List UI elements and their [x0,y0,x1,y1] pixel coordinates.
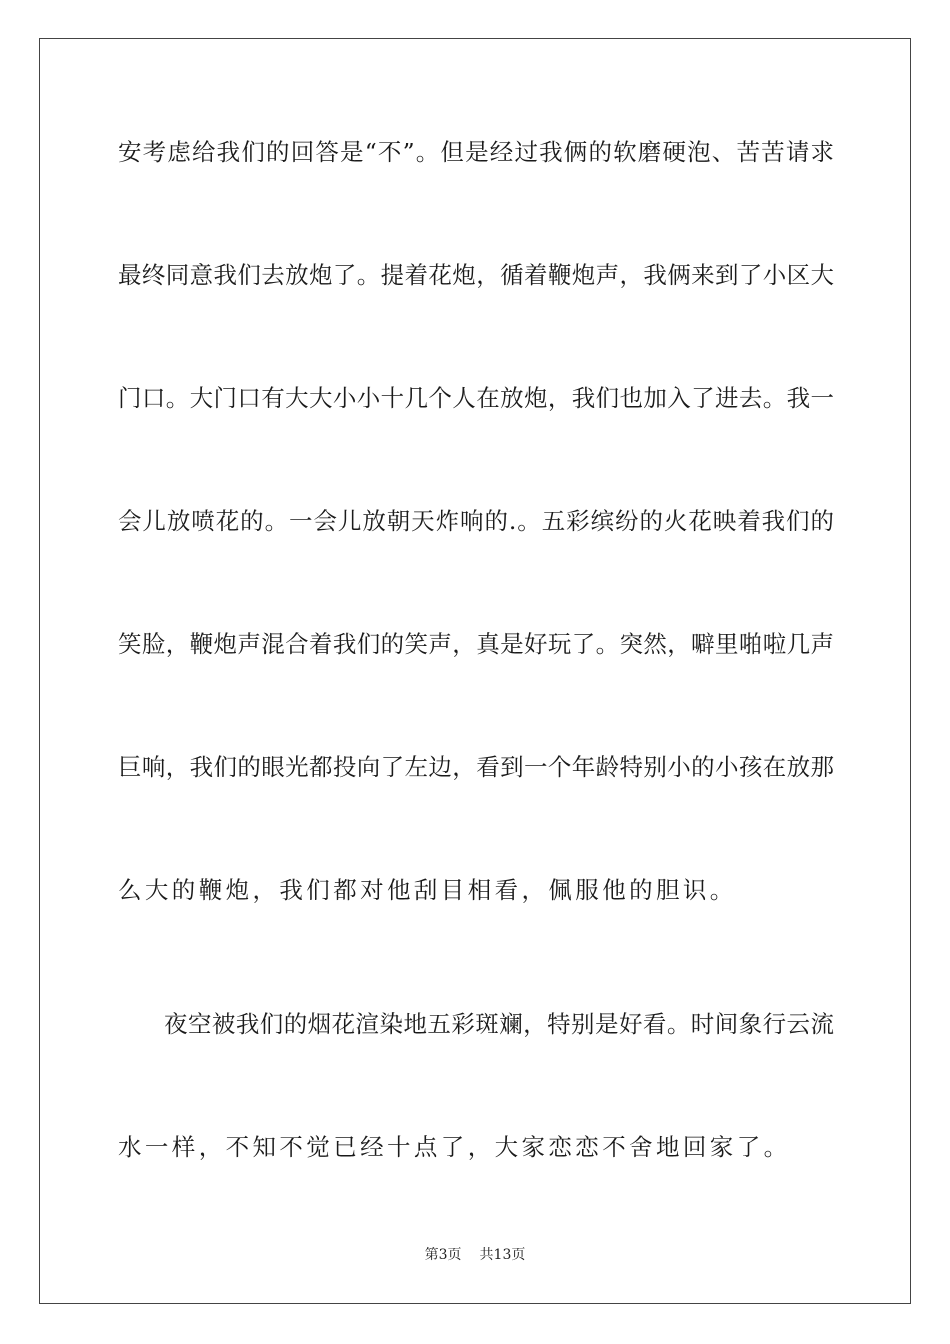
page-number-current: 第3页 [424,1247,462,1263]
text-line: 么大的鞭炮，我们都对他刮目相看，佩服他的胆识。 [118,876,737,904]
text-line: 最终同意我们去放炮了。提着花炮，循着鞭炮声，我俩来到了小区大 [118,261,834,289]
text-line: 会儿放喷花的。一会儿放朝天炸响的.。五彩缤纷的火花映着我们的 [118,507,834,535]
text-line: 笑脸，鞭炮声混合着我们的笑声，真是好玩了。突然，噼里啪啦几声 [118,630,834,658]
text-line: 门口。大门口有大大小小十几个人在放炮，我们也加入了进去。我一 [118,384,834,412]
text-line: 巨响，我们的眼光都投向了左边，看到一个年龄特别小的小孩在放那 [118,753,834,781]
text-line: 水一样，不知不觉已经十点了，大家恋恋不舍地回家了。 [118,1133,791,1161]
page-footer [0,1245,950,1265]
page-border [39,38,911,1304]
paragraph-first-line: 夜空被我们的烟花渲染地五彩斑斓，特别是好看。时间象行云流 [164,1010,834,1038]
page-number-total: 共13页 [479,1247,526,1263]
text-line: 安考虑给我们的回答是“不”。但是经过我俩的软磨硬泡、苦苦请求 [118,138,834,166]
